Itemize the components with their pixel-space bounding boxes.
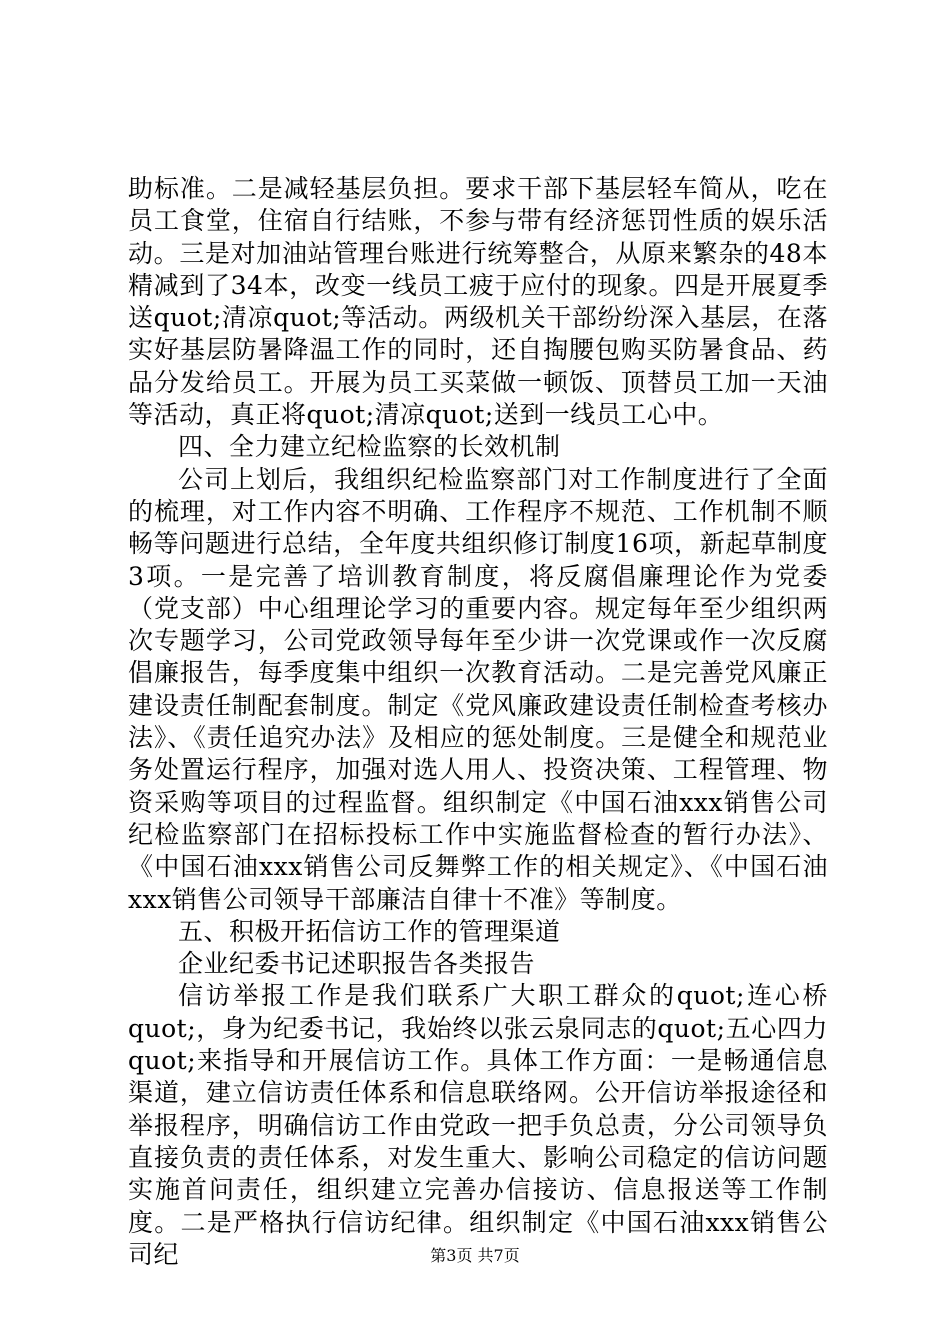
report-title-line: 企业纪委书记述职报告各类报告	[178, 949, 536, 979]
document-body	[128, 173, 828, 1271]
paragraph-discipline-mechanism: 公司上划后，我组织纪检监察部门对工作制度进行了全面的梳理，对工作内容不明确、工作程序不规范、工作机制不顺畅等问题进行总结，全年度共组织修订制度16项，新起草制度3项。一是完善了培训教育制度，将反腐倡廉理论作为党委（党支部）中心组理论学习的重要内容。规定每年至少组织两次专题学习，公司党政领导每年至少讲一次党课或作一次反腐倡廉报告，每季度集中组织一次教育活动。二是完善党风廉正建设责任制配套制度。制定《党风廉政建设责任制检查考核办法》、《责任追究办法》及相应的惩处制度。三是健全和规范业务处置运行程序，加强对选人用人、投资决策、工程管理、物资采购等项目的过程监督。组织制定《中国石油xxx销售公司纪检监察部门在招标投标工作中实施监督检查的暂行办法》、《中国石油xxx销售公司反舞弊工作的相关规定》、《中国石油xxx销售公司领导干部廉洁自律十不准》等制度。	[128, 464, 828, 914]
paragraph-continuation: 助标准。二是减轻基层负担。要求干部下基层轻车简从，吃在员工食堂，住宿自行结账，不参与带有经济惩罚性质的娱乐活动。三是对加油站管理台账进行统筹整合，从原来繁杂的48本精减到了34本，改变一线员工疲于应付的现象。四是开展夏季送quot;清凉quot;等活动。两级机关干部纷纷深入基层，在落实好基层防暑降温工作的同时，还自掏腰包购买防暑食品、药品分发给员工。开展为员工买菜做一顿饭、顶替员工加一天油等活动，真正将quot;清凉quot;送到一线员工心中。	[128, 174, 828, 430]
paragraph-petition-work: 信访举报工作是我们联系广大职工群众的quot;连心桥quot;，身为纪委书记，我始终以张云泉同志的quot;五心四力quot;来指导和开展信访工作。具体工作方面：一是畅通信息渠道，建立信访责任体系和信息联络网。公开信访举报途径和举报程序，明确信访工作由党政一把手负总责，分公司领导负直接负责的责任体系，对发生重大、影响公司稳定的信访问题实施首问责任，组织建立完善办信接访、信息报送等工作制度。二是严格执行信访纪律。组织制定《中国石油xxx销售公司纪	[128, 981, 828, 1269]
section-heading-4: 四、全力建立纪检监察的长效机制	[178, 432, 561, 462]
page-number-footer: 第3页 共7页	[430, 1246, 520, 1265]
section-heading-5: 五、积极开拓信访工作的管理渠道	[178, 916, 561, 946]
